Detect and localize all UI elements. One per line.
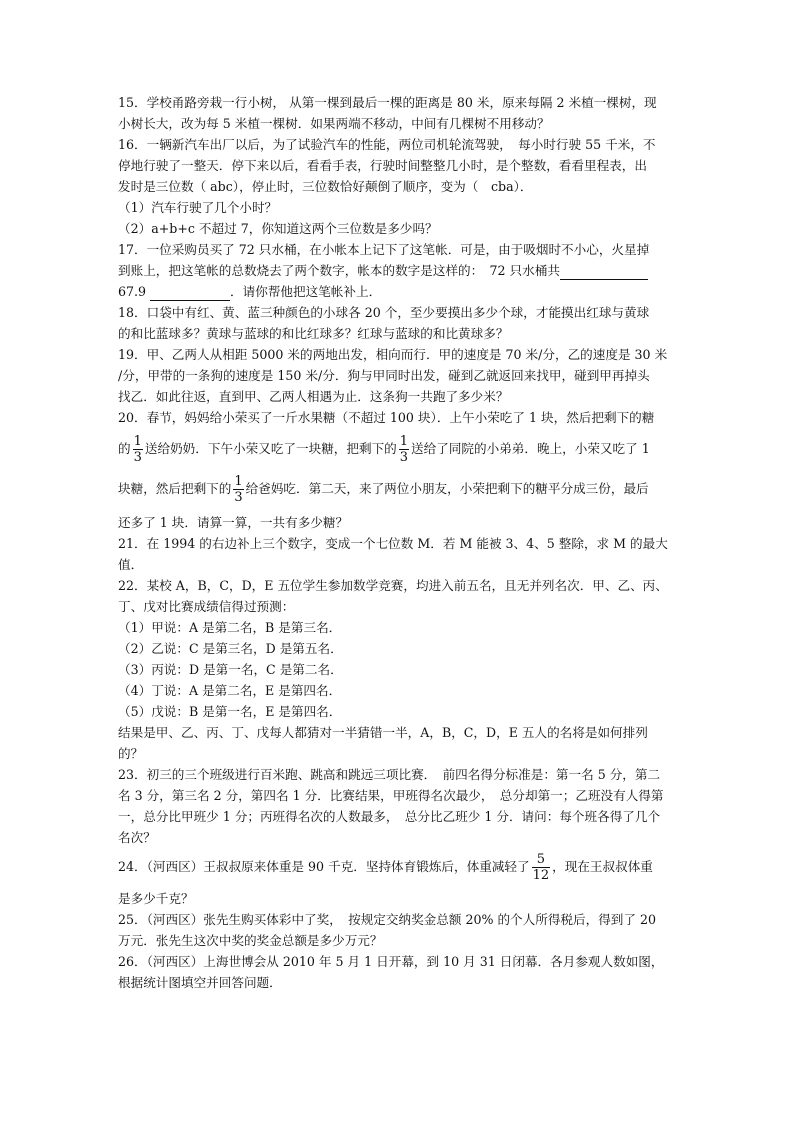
q22-line4: 的？ bbox=[118, 746, 144, 761]
q23-line2: 名 3 分，第三名 2 分，第四名 1 分．比赛结果，甲班得名次最少， 总分却第一；乙班没有人得第 bbox=[118, 788, 664, 803]
q22-line3: 结果是甲、乙、丙、丁、戊每人都猜对一半猜错一半，A，B，C，D，E 五人的名将是如何排列 bbox=[118, 725, 648, 740]
q16-sub1: （1）汽车行驶了几个小时？ bbox=[118, 200, 278, 215]
q15-line1: 15．学校甬路旁栽一行小树， 从第一棵到最后一棵的距离是 80 米，原来每隔 2 米植一棵树，现 bbox=[118, 95, 657, 110]
q24-line2: 是多少千克？ bbox=[118, 891, 194, 906]
fraction-one-third: $\frac{1}{3}$ bbox=[133, 434, 142, 465]
q17-line3 bbox=[118, 283, 381, 301]
q20-line4: 还多了 1 块．请算一算，一共有多少糖？ bbox=[118, 515, 349, 530]
q20-line2 bbox=[118, 434, 650, 464]
q20-line2-a: 的 bbox=[118, 441, 131, 456]
q16-sub2: （2）a+b+c 不超过 7，你知道这两个三位数是多少吗？ bbox=[118, 221, 438, 236]
q15-line2: 小树长大，改为每 5 米植一棵树．如果两端不移动，中间有几棵树不用移动？ bbox=[118, 116, 550, 131]
q17-line1: 17．一位采购员买了 72 只水桶，在小帐本上记下了这笔帐．可是，由于吸烟时不小心，火星掉 bbox=[118, 242, 650, 257]
answer-blank bbox=[150, 287, 230, 301]
q22-item2: （2）乙说：C 是第三名，D 是第五名． bbox=[118, 641, 343, 656]
q24-line1-b: ，现在王叔叔体重 bbox=[552, 859, 653, 874]
q17-line2-text: 到账上，把这笔帐的总数烧去了两个数字，帐本的数字是这样的： 72 只水桶共 bbox=[118, 263, 560, 278]
q26-line2: 根据统计图填空并回答问题． bbox=[118, 975, 282, 990]
q22-item1: （1）甲说：A 是第二名，B 是第三名． bbox=[118, 620, 342, 635]
q22-item3: （3）丙说：D 是第一名，C 是第二名． bbox=[118, 662, 343, 677]
q19-line1: 19．甲、乙两人从相距 5000 米的两地出发，相向而行．甲的速度是 70 米/分，乙的速度是 30 米 bbox=[118, 347, 668, 362]
q16-line2: 停地行驶了一整天．停下来以后，看看手表，行驶时间整整几小时，是个整数，看看里程表，出 bbox=[118, 158, 647, 173]
q17-line2 bbox=[118, 262, 648, 280]
fraction-one-third: $\frac{1}{3}$ bbox=[399, 434, 409, 465]
q18-line1: 18．口袋中有红、黄、蓝三种颜色的小球各 20 个，至少要摸出多少个球，才能摸出红球与黄球 bbox=[118, 305, 650, 320]
q22-item4: （4）丁说：A 是第二名，E 是第四名． bbox=[118, 683, 342, 698]
q19-line3: 找乙．如此往返，直到甲、乙两人相遇为止．这条狗一共跑了多少米？ bbox=[118, 389, 509, 404]
q22-item5: （5）戊说：B 是第一名，E 是第四名． bbox=[118, 704, 342, 719]
q20-line2-b: 送给奶奶．下午小荣又吃了一块糖，把剩下的 bbox=[144, 441, 397, 456]
answer-blank bbox=[560, 266, 648, 280]
q21-line2: 值． bbox=[118, 557, 144, 572]
fraction-one-third: $\frac{1}{3}$ bbox=[234, 474, 243, 505]
q20-line1: 20．春节，妈妈给小荣买了一斤水果糖（不超过 100 块）．上午小荣吃了 1 块，然后把剩下的糖 bbox=[118, 410, 655, 425]
q25-line2: 万元．张先生这次中奖的奖金总额是多少万元？ bbox=[118, 933, 383, 948]
q21-line1: 21．在 1994 的右边补上三个数字，变成一个七位数 M．若 M 能被 3、4、5 整除，求 M 的最大 bbox=[118, 536, 668, 551]
q16-line3: 发时是三位数（ abc），停止时，三位数恰好颠倒了顺序，变为（ cba）． bbox=[118, 179, 533, 194]
q26-line1: 26．（河西区）上海世博会从 2010 年 5 月 1 日开幕，到 10 月 31 日闭幕．各月参观人数如图， bbox=[118, 954, 664, 969]
q25-line1: 25．（河西区）张先生购买体彩中了奖， 按规定交纳奖金总额 20% 的个人所得税后，得到了 20 bbox=[118, 912, 657, 927]
q23-line3: 一，总分比甲班少 1 分；丙班得名次的人数最多， 总分比乙班少 1 分．请问：每个班各得了几个 bbox=[118, 809, 661, 824]
q24-line1-a: 24．（河西区）王叔叔原来体重是 90 千克．坚持体育锻炼后，体重减轻了 bbox=[118, 859, 530, 874]
q22-line2: 丁、戊对比赛成绩信得过预测： bbox=[118, 599, 295, 614]
fraction-five-twelfths: $\frac{5}{12}$ bbox=[532, 852, 550, 883]
q20-line2-c: 送给了同院的小弟弟．晚上，小荣又吃了 1 bbox=[411, 441, 650, 456]
q23-line4: 名次？ bbox=[118, 830, 156, 845]
q17-amount: 67.9 bbox=[118, 284, 147, 299]
q20-line3-b: 给爸妈吃．第二天，来了两位小朋友，小荣把剩下的糖平分成三份，最后 bbox=[245, 481, 649, 496]
q23-line1: 23．初三的三个班级进行百米跑、跳高和跳远三项比赛． 前四名得分标准是：第一名 5 分，第二 bbox=[118, 767, 661, 782]
q19-line2: /分，甲带的一条狗的速度是 150 米/分．狗与甲同时出发，碰到乙就返回来找甲，碰到甲再掉头 bbox=[118, 368, 650, 383]
q18-line2: 的和比蓝球多？黄球与蓝球的和比红球多？红球与蓝球的和比黄球多？ bbox=[118, 326, 509, 341]
q20-line3 bbox=[118, 474, 649, 504]
q24-line1 bbox=[118, 852, 653, 882]
q20-line3-a: 块糖，然后把剩下的 bbox=[118, 481, 232, 496]
q22-line1: 22．某校 A，B，C，D，E 五位学生参加数学竞赛，均进入前五名，且无并列名次．甲、乙、丙、 bbox=[118, 578, 668, 593]
q17-line3-text: ．请你帮他把这笔帐补上． bbox=[230, 284, 382, 299]
q16-line1: 16．一辆新汽车出厂以后，为了试验汽车的性能，两位司机轮流驾驶， 每小时行驶 55 千米，不 bbox=[118, 137, 656, 152]
